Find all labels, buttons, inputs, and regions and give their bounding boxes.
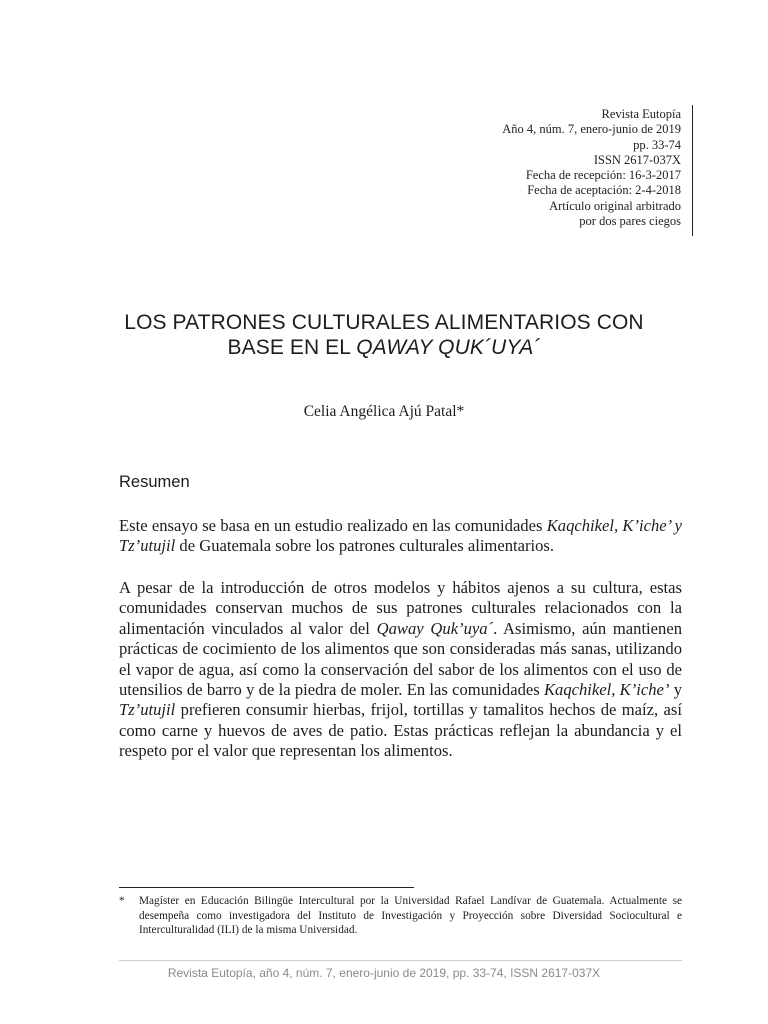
meta-article-type: Artículo original arbitrado xyxy=(549,198,681,213)
section-heading: Resumen xyxy=(119,473,190,491)
title-line-2 xyxy=(0,335,768,360)
article-title xyxy=(0,310,768,360)
meta-pages: pp. 33-74 xyxy=(633,137,681,152)
meta-review-type: por dos pares ciegos xyxy=(579,214,681,229)
footnote xyxy=(119,894,682,938)
title-line-2-prefix: BASE EN EL xyxy=(227,336,357,359)
meta-journal-name: Revista Eutopía xyxy=(601,107,681,121)
p2-italic-2: Kaqchikel, K’iche’ xyxy=(543,680,670,700)
footnote-divider xyxy=(119,887,414,888)
footnote-text: Magíster en Educación Bilingüe Intercultural por la Universidad Rafael Landívar de Guatemala. Actualmente se desempeña como investigadora del Instituto de Investigación y Proyección sobre Diversidad Sociocultural e Interculturalidad (ILI) de la misma Universidad. xyxy=(139,895,682,937)
meta-accepted-date: Fecha de aceptación: 2-4-2018 xyxy=(527,183,681,198)
running-footer: Revista Eutopía, año 4, núm. 7, enero-junio de 2019, pp. 33-74, ISSN 2617-037X xyxy=(167,966,601,980)
title-line-2-italic: QAWAY QUK´UYA´ xyxy=(356,336,541,359)
author-name: Celia Angélica Ajú Patal* xyxy=(303,403,465,420)
p2-italic-3: Tz’utujil xyxy=(119,700,176,720)
p2-text-2: . Asimismo, aún mantienen prácticas de cocimiento de los alimentos que son consideradas más sanas, utilizando el vapor de agua, así como la conservación del sabor de los alimentos con el uso de utensilios de barro y de la piedra de moler. En las comunidades xyxy=(119,618,682,700)
p2-italic-1: Qaway Quk’uya´ xyxy=(376,618,494,638)
footnote-mark: * xyxy=(119,895,125,907)
p1-italic-1: Kaqchikel, K’iche’ y Tz’utujil xyxy=(119,516,682,556)
p1-text-1: Este ensayo se basa en un estudio realizado en las comunidades xyxy=(119,516,547,535)
meta-volume-issue: Año 4, núm. 7, enero-junio de 2019 xyxy=(502,122,681,137)
journal-metadata xyxy=(502,107,681,229)
meta-received-date: Fecha de recepción: 16-3-2017 xyxy=(525,168,681,183)
metadata-divider xyxy=(692,105,693,236)
title-line-1: LOS PATRONES CULTURALES ALIMENTARIOS CON xyxy=(124,311,644,334)
abstract-paragraph-2 xyxy=(119,578,682,762)
p2-text-3: y xyxy=(669,680,682,700)
footer-divider xyxy=(119,960,682,961)
p2-text-4: prefieren consumir hierbas, frijol, tortillas y tamalitos hechos de maíz, así como carne y huevos de aves de patio. Estas prácticas reflejan la abundancia y el respeto por el valor que representan los alimentos. xyxy=(119,700,682,761)
p2-text-1: A pesar de la introducción de otros modelos y hábitos ajenos a su cultura, estas comunidades conservan muchos de sus patrones culturales relacionados con la alimentación vinculados al valor del xyxy=(119,578,682,638)
p1-text-2: de Guatemala sobre los patrones culturales alimentarios. xyxy=(175,536,555,556)
abstract-paragraph-1 xyxy=(119,516,682,557)
meta-issn: ISSN 2617-037X xyxy=(593,152,681,167)
